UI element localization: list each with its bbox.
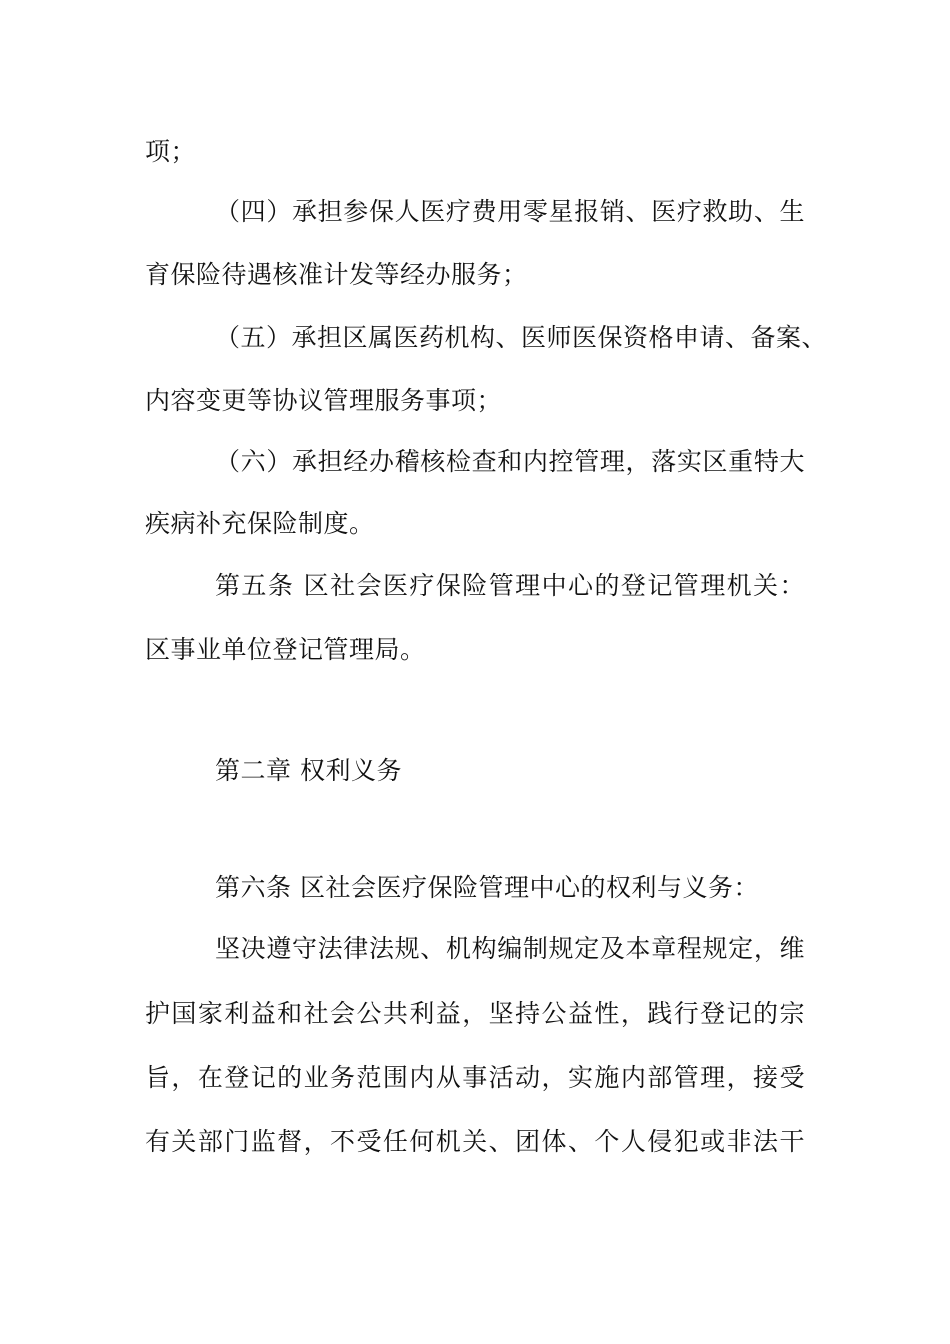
text-line-1: 项；: [145, 137, 197, 166]
chapter-2-heading: 第二章 权利义务: [215, 756, 402, 785]
text-line-9: 区事业单位登记管理局。: [145, 635, 426, 664]
text-line-item-6: （六）承担经办稽核检查和内控管理，落实区重特大: [215, 447, 805, 476]
article-5-line: 第五条 区社会医疗保险管理中心的登记管理机关：: [215, 571, 805, 600]
text-line-15: 有关部门监督，不受任何机关、团体、个人侵犯或非法干: [145, 1127, 805, 1156]
text-line-14: 旨，在登记的业务范围内从事活动，实施内部管理，接受: [145, 1063, 805, 1092]
text-line-5: 内容变更等协议管理服务事项；: [145, 386, 503, 415]
text-line-13: 护国家利益和社会公共利益，坚持公益性，践行登记的宗: [145, 999, 805, 1028]
text-line-item-4: （四）承担参保人医疗费用零星报销、医疗救助、生: [215, 197, 805, 226]
text-line-7: 疾病补充保险制度。: [145, 509, 375, 538]
text-line-item-5: （五）承担区属医药机构、医师医保资格申请、备案、: [215, 323, 828, 352]
text-line-12: 坚决遵守法律法规、机构编制规定及本章程规定，维: [215, 934, 805, 963]
text-line-3: 育保险待遇核准计发等经办服务；: [145, 260, 528, 289]
article-6-line: 第六条 区社会医疗保险管理中心的权利与义务：: [215, 873, 759, 902]
